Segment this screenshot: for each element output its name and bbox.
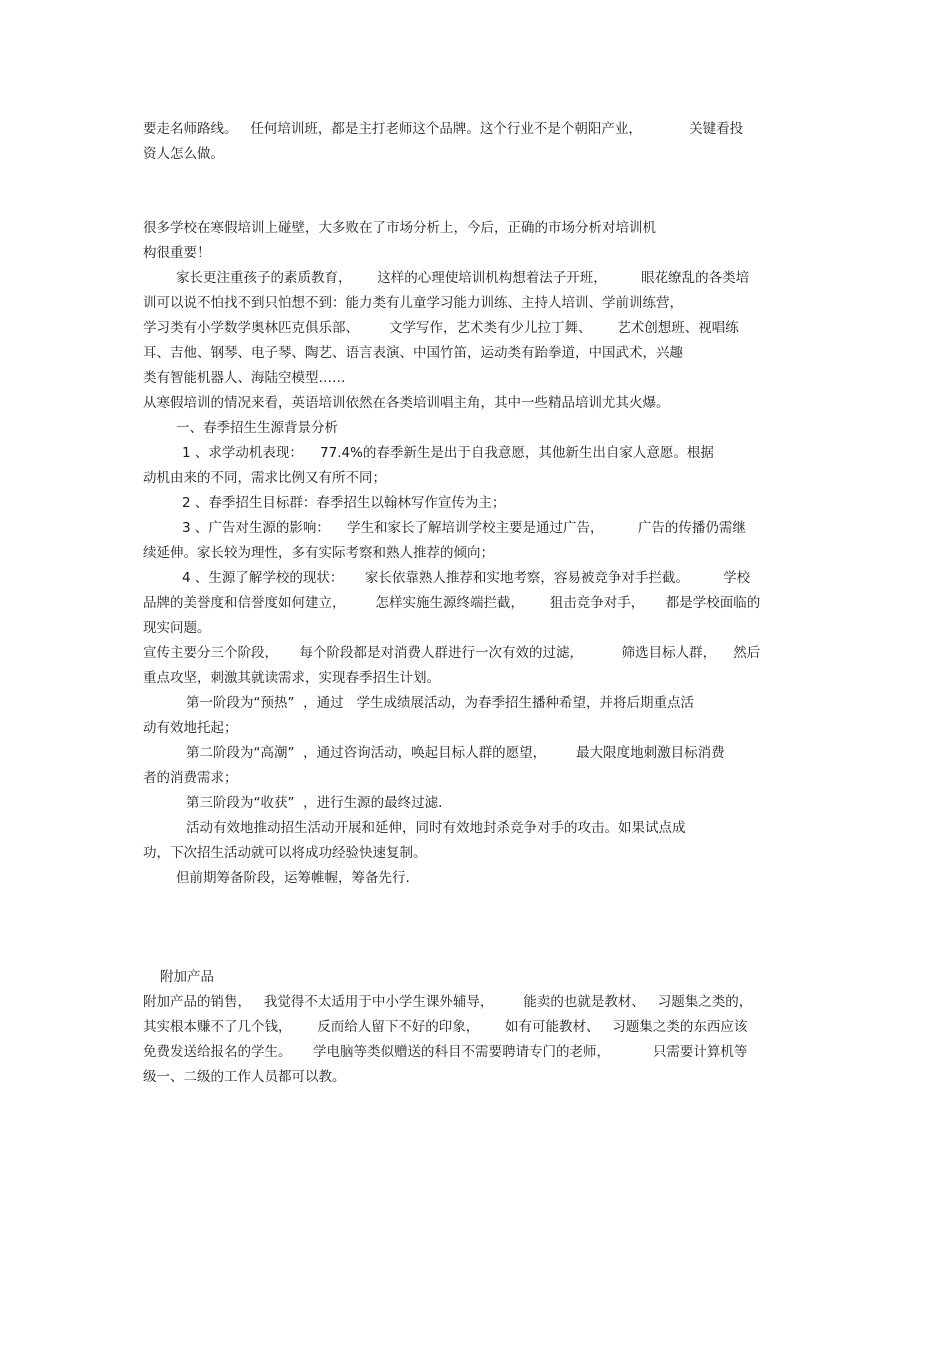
text-line: 动有效地托起； (143, 720, 238, 736)
text-line: 品牌的美誉度和信誉度如何建立， 怎样实施生源终端拦截， 狙击竞争对手， 都是学校面临的 (143, 595, 761, 611)
text-line: 但前期筹备阶段，运筹帷幄，筹备先行. (176, 870, 410, 886)
text-line: 活动有效地推动招生活动开展和延伸，同时有效地封杀竞争对手的攻击。如果试点成 (186, 820, 686, 836)
text-line: 免费发送给报名的学生。 学电脑等类似赠送的科目不需要聘请专门的老师， 只需要计算机等 (143, 1044, 748, 1060)
text-line: 训可以说不怕找不到只怕想不到：能力类有儿童学习能力训练、主持人培训、学前训练营， (143, 295, 683, 311)
text-line: 第三阶段为“收获” ，进行生源的最终过滤. (186, 795, 443, 811)
text-line: 续延伸。家长较为理性，多有实际考察和熟人推荐的倾向； (143, 545, 494, 561)
text-line: 重点攻坚，刺激其就读需求，实现春季招生计划。 (143, 670, 440, 686)
text-line: 从寒假培训的情况来看，英语培训依然在各类培训唱主角，其中一些精品培训尤其火爆。 (143, 395, 670, 411)
text-line: 要走名师路线。 任何培训班，都是主打老师这个品牌。这个行业不是个朝阳产业， 关键看投 (143, 121, 744, 137)
text-line: 附加产品的销售， 我觉得不太适用于中小学生课外辅导， 能卖的也就是教材、 习题集之类的， (143, 994, 753, 1010)
text-line: 类有智能机器人、海陆空模型…… (143, 370, 346, 386)
text-line: 4 、生源了解学校的现状： 家长依靠熟人推荐和实地考察，容易被竞争对手拦截。 学校 (182, 570, 751, 586)
text-line: 1 、求学动机表现： 77.4%的春季新生是出于自我意愿，其他新生出自家人意愿。根据 (182, 445, 714, 461)
text-line: 宣传主要分三个阶段， 每个阶段都是对消费人群进行一次有效的过滤， 筛选目标人群， 然后 (143, 645, 761, 661)
text-line: 第二阶段为“高潮” ，通过咨询活动，唤起目标人群的愿望， 最大限度地刺激目标消费 (186, 745, 725, 761)
text-line: 动机由来的不同，需求比例又有所不同； (143, 470, 386, 486)
text-line: 者的消费需求； (143, 770, 238, 786)
text-line: 资人怎么做。 (143, 146, 224, 162)
section-heading: 附加产品 (160, 969, 214, 985)
text-line: 家长更注重孩子的素质教育， 这样的心理使培训机构想着法子开班， 眼花缭乱的各类培 (176, 270, 750, 286)
text-line: 功，下次招生活动就可以将成功经验快速复制。 (143, 845, 427, 861)
text-line: 2 、春季招生目标群：春季招生以翰林写作宣传为主； (182, 495, 506, 511)
text-line: 其实根本赚不了几个钱， 反而给人留下不好的印象， 如有可能教材、 习题集之类的东西应该 (143, 1019, 748, 1035)
text-line: 学习类有小学数学奥林匹克俱乐部、 文学写作，艺术类有少儿拉丁舞、 艺术创想班、视唱练 (143, 320, 739, 336)
section-heading: 一、春季招生生源背景分析 (176, 420, 338, 436)
text-line: 构很重要！ (143, 245, 211, 261)
text-line: 第一阶段为“预热” ，通过 学生成绩展活动，为春季招生播种希望，并将后期重点活 (186, 695, 694, 711)
text-line: 很多学校在寒假培训上碰壁，大多败在了市场分析上，今后，正确的市场分析对培训机 (143, 220, 656, 236)
text-line: 级一、二级的工作人员都可以教。 (143, 1069, 346, 1085)
text-line: 3 、广告对生源的影响： 学生和家长了解培训学校主要是通过广告， 广告的传播仍需继 (182, 520, 746, 536)
text-line: 现实问题。 (143, 620, 211, 636)
text-line: 耳、吉他、钢琴、电子琴、陶艺、语言表演、中国竹笛，运动类有跆拳道，中国武术，兴趣 (143, 345, 683, 361)
